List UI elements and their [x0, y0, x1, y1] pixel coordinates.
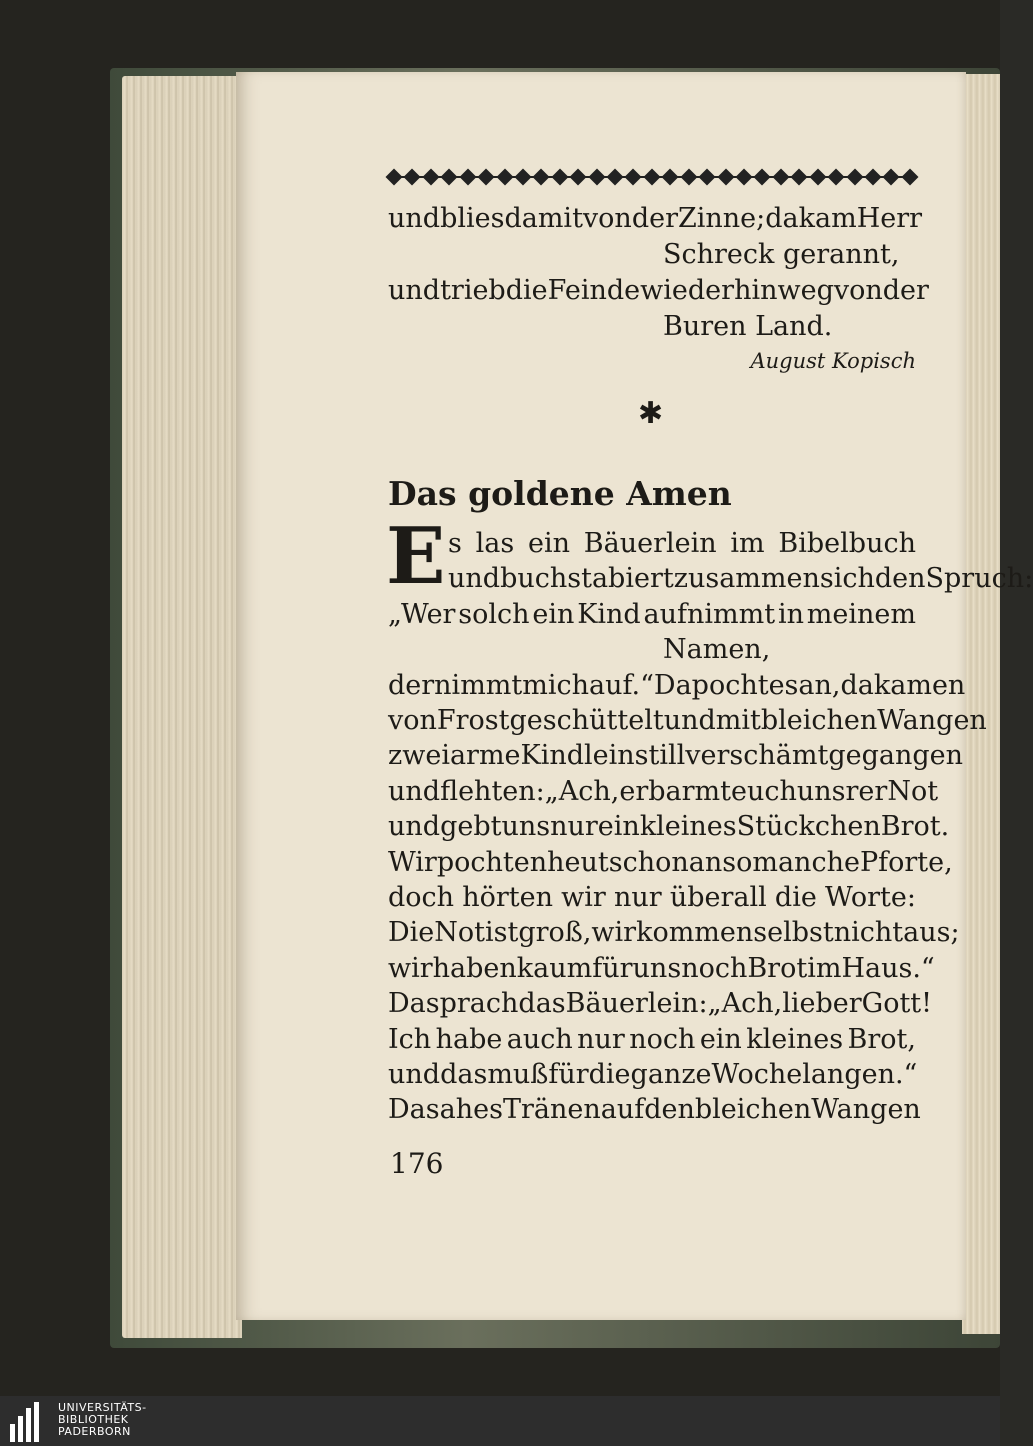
word: Woche — [711, 1059, 803, 1090]
section-separator: ✱ — [638, 396, 664, 431]
word: es — [768, 670, 799, 701]
word: blies — [440, 203, 505, 234]
word: Worte: — [824, 882, 916, 913]
word: kleines — [746, 1024, 844, 1055]
word: Bäuerlein: — [565, 988, 708, 1019]
library-name-line: PADERBORN — [58, 1425, 131, 1438]
word: ein — [597, 811, 640, 842]
word: las — [475, 528, 515, 559]
library-name-line: UNIVERSITÄTS- — [58, 1401, 147, 1414]
word: euch — [731, 776, 797, 807]
word: Kind — [577, 599, 641, 630]
word: Feinde — [547, 275, 641, 306]
word: und — [388, 275, 441, 306]
poem-line — [388, 738, 964, 773]
word: nimmt — [434, 670, 523, 701]
word: für — [592, 953, 633, 984]
word: Ich — [388, 1024, 432, 1055]
word: „Ach, — [707, 988, 783, 1019]
word: Zinne; — [678, 203, 766, 234]
word: Pforte, — [859, 847, 953, 878]
word: muß — [487, 1059, 549, 1090]
word: Kindlein — [520, 740, 635, 771]
word: und — [388, 811, 441, 842]
word: Wir — [388, 847, 437, 878]
poem-line — [388, 668, 966, 703]
word: von — [833, 275, 883, 306]
word: der — [388, 670, 435, 701]
word: und — [448, 563, 501, 594]
word: selbst — [753, 917, 834, 948]
word: gegangen — [828, 740, 964, 771]
word: langen.“ — [802, 1059, 918, 1090]
word: auf — [600, 1094, 645, 1125]
word: sprach — [425, 988, 519, 1019]
word: der — [631, 203, 678, 234]
word: hinweg — [734, 275, 834, 306]
word: geschüttelt — [509, 705, 664, 736]
word: nur — [613, 882, 662, 913]
word: Wangen — [811, 1094, 921, 1125]
word: Haus.“ — [841, 953, 935, 984]
word: lieber — [782, 988, 862, 1019]
word: wieder — [640, 275, 735, 306]
word: trieb — [440, 275, 506, 306]
author-credit: August Kopisch — [750, 349, 916, 373]
continuation-line: Buren Land. — [663, 311, 833, 342]
word: und — [663, 705, 716, 736]
poem-line — [448, 526, 916, 561]
word: auf.“ — [589, 670, 654, 701]
word: damit — [504, 203, 583, 234]
word: an, — [798, 670, 841, 701]
word: in — [777, 599, 804, 630]
word: auch — [506, 1024, 573, 1055]
word: noch — [629, 1024, 696, 1055]
word: kommen — [636, 917, 754, 948]
word: „Wer — [388, 599, 456, 630]
word: Frost — [436, 705, 510, 736]
word: Bäuerlein — [583, 528, 717, 559]
word: an — [688, 847, 723, 878]
word: die — [774, 882, 817, 913]
word: habe — [435, 1024, 503, 1055]
poem-line — [388, 809, 950, 844]
word: flehten: — [440, 776, 545, 807]
poem-line — [388, 951, 935, 986]
word: kleines — [639, 811, 737, 842]
word: ein — [527, 528, 570, 559]
continuation-line — [388, 273, 929, 308]
word: Spruch: — [925, 563, 1033, 594]
word: Da — [653, 670, 692, 701]
word: ganze — [630, 1059, 712, 1090]
word: aus; — [903, 917, 960, 948]
word: arme — [449, 740, 521, 771]
word: heut — [547, 847, 609, 878]
poem-line — [388, 703, 987, 738]
word: der — [882, 275, 929, 306]
word: die — [588, 1059, 631, 1090]
word: s — [448, 528, 462, 559]
poem-line — [388, 986, 932, 1021]
poem-line — [448, 561, 1033, 596]
word: von — [388, 705, 437, 736]
word: solch — [458, 599, 530, 630]
word: pocht — [691, 670, 769, 701]
word: nur — [550, 811, 598, 842]
poem-title: Das goldene Amen — [388, 474, 732, 513]
word: sich — [819, 563, 875, 594]
word: Not — [434, 917, 485, 948]
poem-line — [388, 1022, 916, 1057]
word: Stückchen — [736, 811, 881, 842]
word: haben — [432, 953, 517, 984]
poem-line — [388, 774, 939, 809]
ornamental-rule — [388, 168, 916, 186]
word: so — [722, 847, 753, 878]
word: das — [440, 1059, 488, 1090]
poem-line — [388, 1057, 916, 1092]
word: Bibelbuch — [778, 528, 916, 559]
word: pochten — [436, 847, 548, 878]
word: kamen — [873, 670, 966, 701]
word: kam — [798, 203, 857, 234]
word: überall — [669, 882, 767, 913]
word: da — [765, 203, 799, 234]
word: doch — [388, 882, 455, 913]
word: uns — [632, 953, 682, 984]
poem-line: Namen, — [663, 634, 771, 665]
word: Tränen — [502, 1094, 601, 1125]
word: und — [388, 203, 441, 234]
word: und — [388, 776, 441, 807]
word: Brot — [747, 953, 808, 984]
word: wir — [591, 917, 637, 948]
word: noch — [681, 953, 748, 984]
word: Da — [388, 1094, 426, 1125]
word: mit — [715, 705, 761, 736]
word: zwei — [388, 740, 450, 771]
word: gebt — [440, 811, 502, 842]
poem-line — [388, 1092, 921, 1127]
word: bleichen — [760, 705, 878, 736]
word: von — [582, 203, 632, 234]
page-number: 176 — [390, 1147, 444, 1180]
word: meinem — [806, 599, 916, 630]
word: Die — [388, 917, 435, 948]
word: groß, — [518, 917, 592, 948]
poem-line — [388, 880, 916, 915]
word: Wangen — [877, 705, 987, 736]
continuation-line: Schreck gerannt, — [663, 239, 900, 270]
word: bleichen — [694, 1094, 812, 1125]
word: nur — [577, 1024, 625, 1055]
library-name — [58, 1402, 147, 1438]
word: für — [548, 1059, 589, 1090]
word: zusammen — [673, 563, 820, 594]
library-logo-icon — [10, 1402, 50, 1442]
word: Gott! — [861, 988, 932, 1019]
word: sah — [425, 1094, 474, 1125]
word: wir — [388, 953, 433, 984]
word: den — [874, 563, 926, 594]
word: ein — [532, 599, 575, 630]
word: schon — [608, 847, 689, 878]
word: mich — [522, 670, 590, 701]
word: buchstabiert — [500, 563, 674, 594]
page-edges-left — [122, 76, 242, 1338]
word: das — [518, 988, 566, 1019]
word: da — [840, 670, 874, 701]
word: uns — [501, 811, 551, 842]
word: erbarmt — [619, 776, 731, 807]
word: aufnimmt — [643, 599, 776, 630]
word: die — [505, 275, 548, 306]
word: „Ach, — [544, 776, 620, 807]
word: unsrer — [796, 776, 888, 807]
poem-line — [388, 845, 953, 880]
word: hörten — [462, 882, 553, 913]
library-footer — [0, 1396, 1000, 1446]
word: kaum — [516, 953, 593, 984]
drop-cap: E — [386, 511, 446, 602]
word: nicht — [833, 917, 904, 948]
word: im — [807, 953, 842, 984]
poem-line — [388, 597, 916, 632]
word: es — [473, 1094, 503, 1125]
word: den — [644, 1094, 695, 1125]
library-name-line: BIBLIOTHEK — [58, 1413, 129, 1426]
word: und — [388, 1059, 441, 1090]
poem-line — [388, 915, 960, 950]
word: ein — [699, 1024, 742, 1055]
word: Brot. — [880, 811, 950, 842]
word: Not — [887, 776, 939, 807]
word: Brot, — [847, 1024, 916, 1055]
word: verschämt — [685, 740, 829, 771]
continuation-line — [388, 201, 923, 236]
word: im — [730, 528, 765, 559]
word: Da — [388, 988, 426, 1019]
word: still — [634, 740, 686, 771]
word: manche — [752, 847, 860, 878]
word: wir — [561, 882, 606, 913]
word: ist — [485, 917, 519, 948]
word: Herr — [856, 203, 923, 234]
